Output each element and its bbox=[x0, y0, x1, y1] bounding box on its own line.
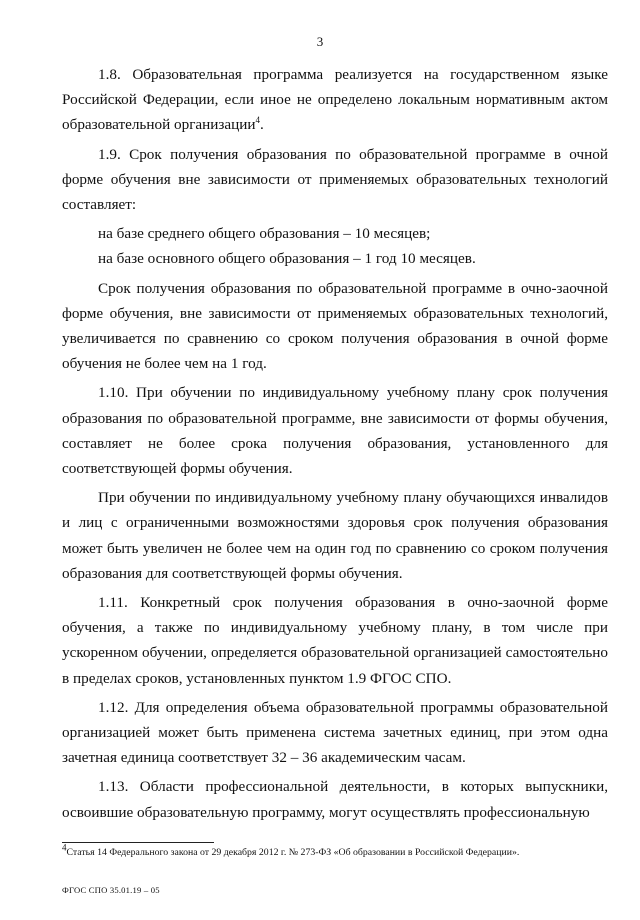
footnote bbox=[62, 842, 608, 859]
paragraph-1-8-text: 1.8. Образовательная программа реализуется на государственном языке Российской Федерации, если иное не определено локальным нормативным актом образовательной организации bbox=[62, 66, 608, 134]
paragraph-1-10-disabled: При обучении по индивидуальному учебному плану обучающихся инвалидов и лиц с ограниченными возможностями здоровья срок получения образования может быть увеличен не более чем на один год по сравнению со сроком получения образования для соответствующей формы обучения. bbox=[62, 489, 608, 582]
paragraph-1-9-item-secondary: на базе среднего общего образования – 10 месяцев; bbox=[98, 225, 431, 243]
paragraph-1-9: 1.9. Срок получения образования по образовательной программе в очной форме обучения вне зависимости от применяемых образовательных технологий составляет: bbox=[62, 145, 608, 214]
document-code: ФГОС СПО 35.01.19 – 05 bbox=[62, 885, 160, 895]
paragraph-1-8 bbox=[62, 62, 608, 138]
paragraph-1-9-item-basic: на базе основного общего образования – 1 год 10 месяцев. bbox=[98, 250, 476, 268]
footnote-marker: 4 bbox=[62, 842, 67, 853]
page-number: 3 bbox=[316, 34, 324, 49]
paragraph-1-11: 1.11. Конкретный срок получения образования в очно-заочной форме обучения, а также по индивидуальному учебному плану, в том числе при ускоренном обучении, определяется образовательной организацией самостоятельно в пределах сроков, установленных пунктом 1.9 ФГОС СПО. bbox=[62, 594, 608, 687]
footnote-divider bbox=[62, 842, 214, 843]
body-text bbox=[62, 62, 608, 829]
paragraph-1-12: 1.12. Для определения объема образовательной программы образовательной организацией может быть применена система зачетных единиц, при этом одна зачетная единица соответствует 32 – 36 академическим часам. bbox=[62, 698, 608, 767]
paragraph-1-13: 1.13. Области профессиональной деятельности, в которых выпускники, освоившие образовательную программу, могут осуществлять профессиональную bbox=[62, 778, 608, 821]
footnote-text: Статья 14 Федерального закона от 29 декабря 2012 г. № 273-ФЗ «Об образовании в Российской Федерации». bbox=[66, 847, 520, 858]
paragraph-1-10: 1.10. При обучении по индивидуальному учебному плану срок получения образования по образовательной программе, вне зависимости от формы обучения, составляет не более срока получения образования, установленного для соответствующей формы обучения. bbox=[62, 384, 608, 478]
paragraph-1-8-end: . bbox=[260, 116, 264, 134]
footnote-ref[interactable]: 4 bbox=[255, 115, 261, 126]
paragraph-1-9-extended: Срок получения образования по образовательной программе в очно-заочной форме обучения, вне зависимости от применяемых образовательных технологий, увеличивается по сравнению со сроком получения образования в очной форме обучения не более чем на 1 год. bbox=[62, 279, 608, 373]
